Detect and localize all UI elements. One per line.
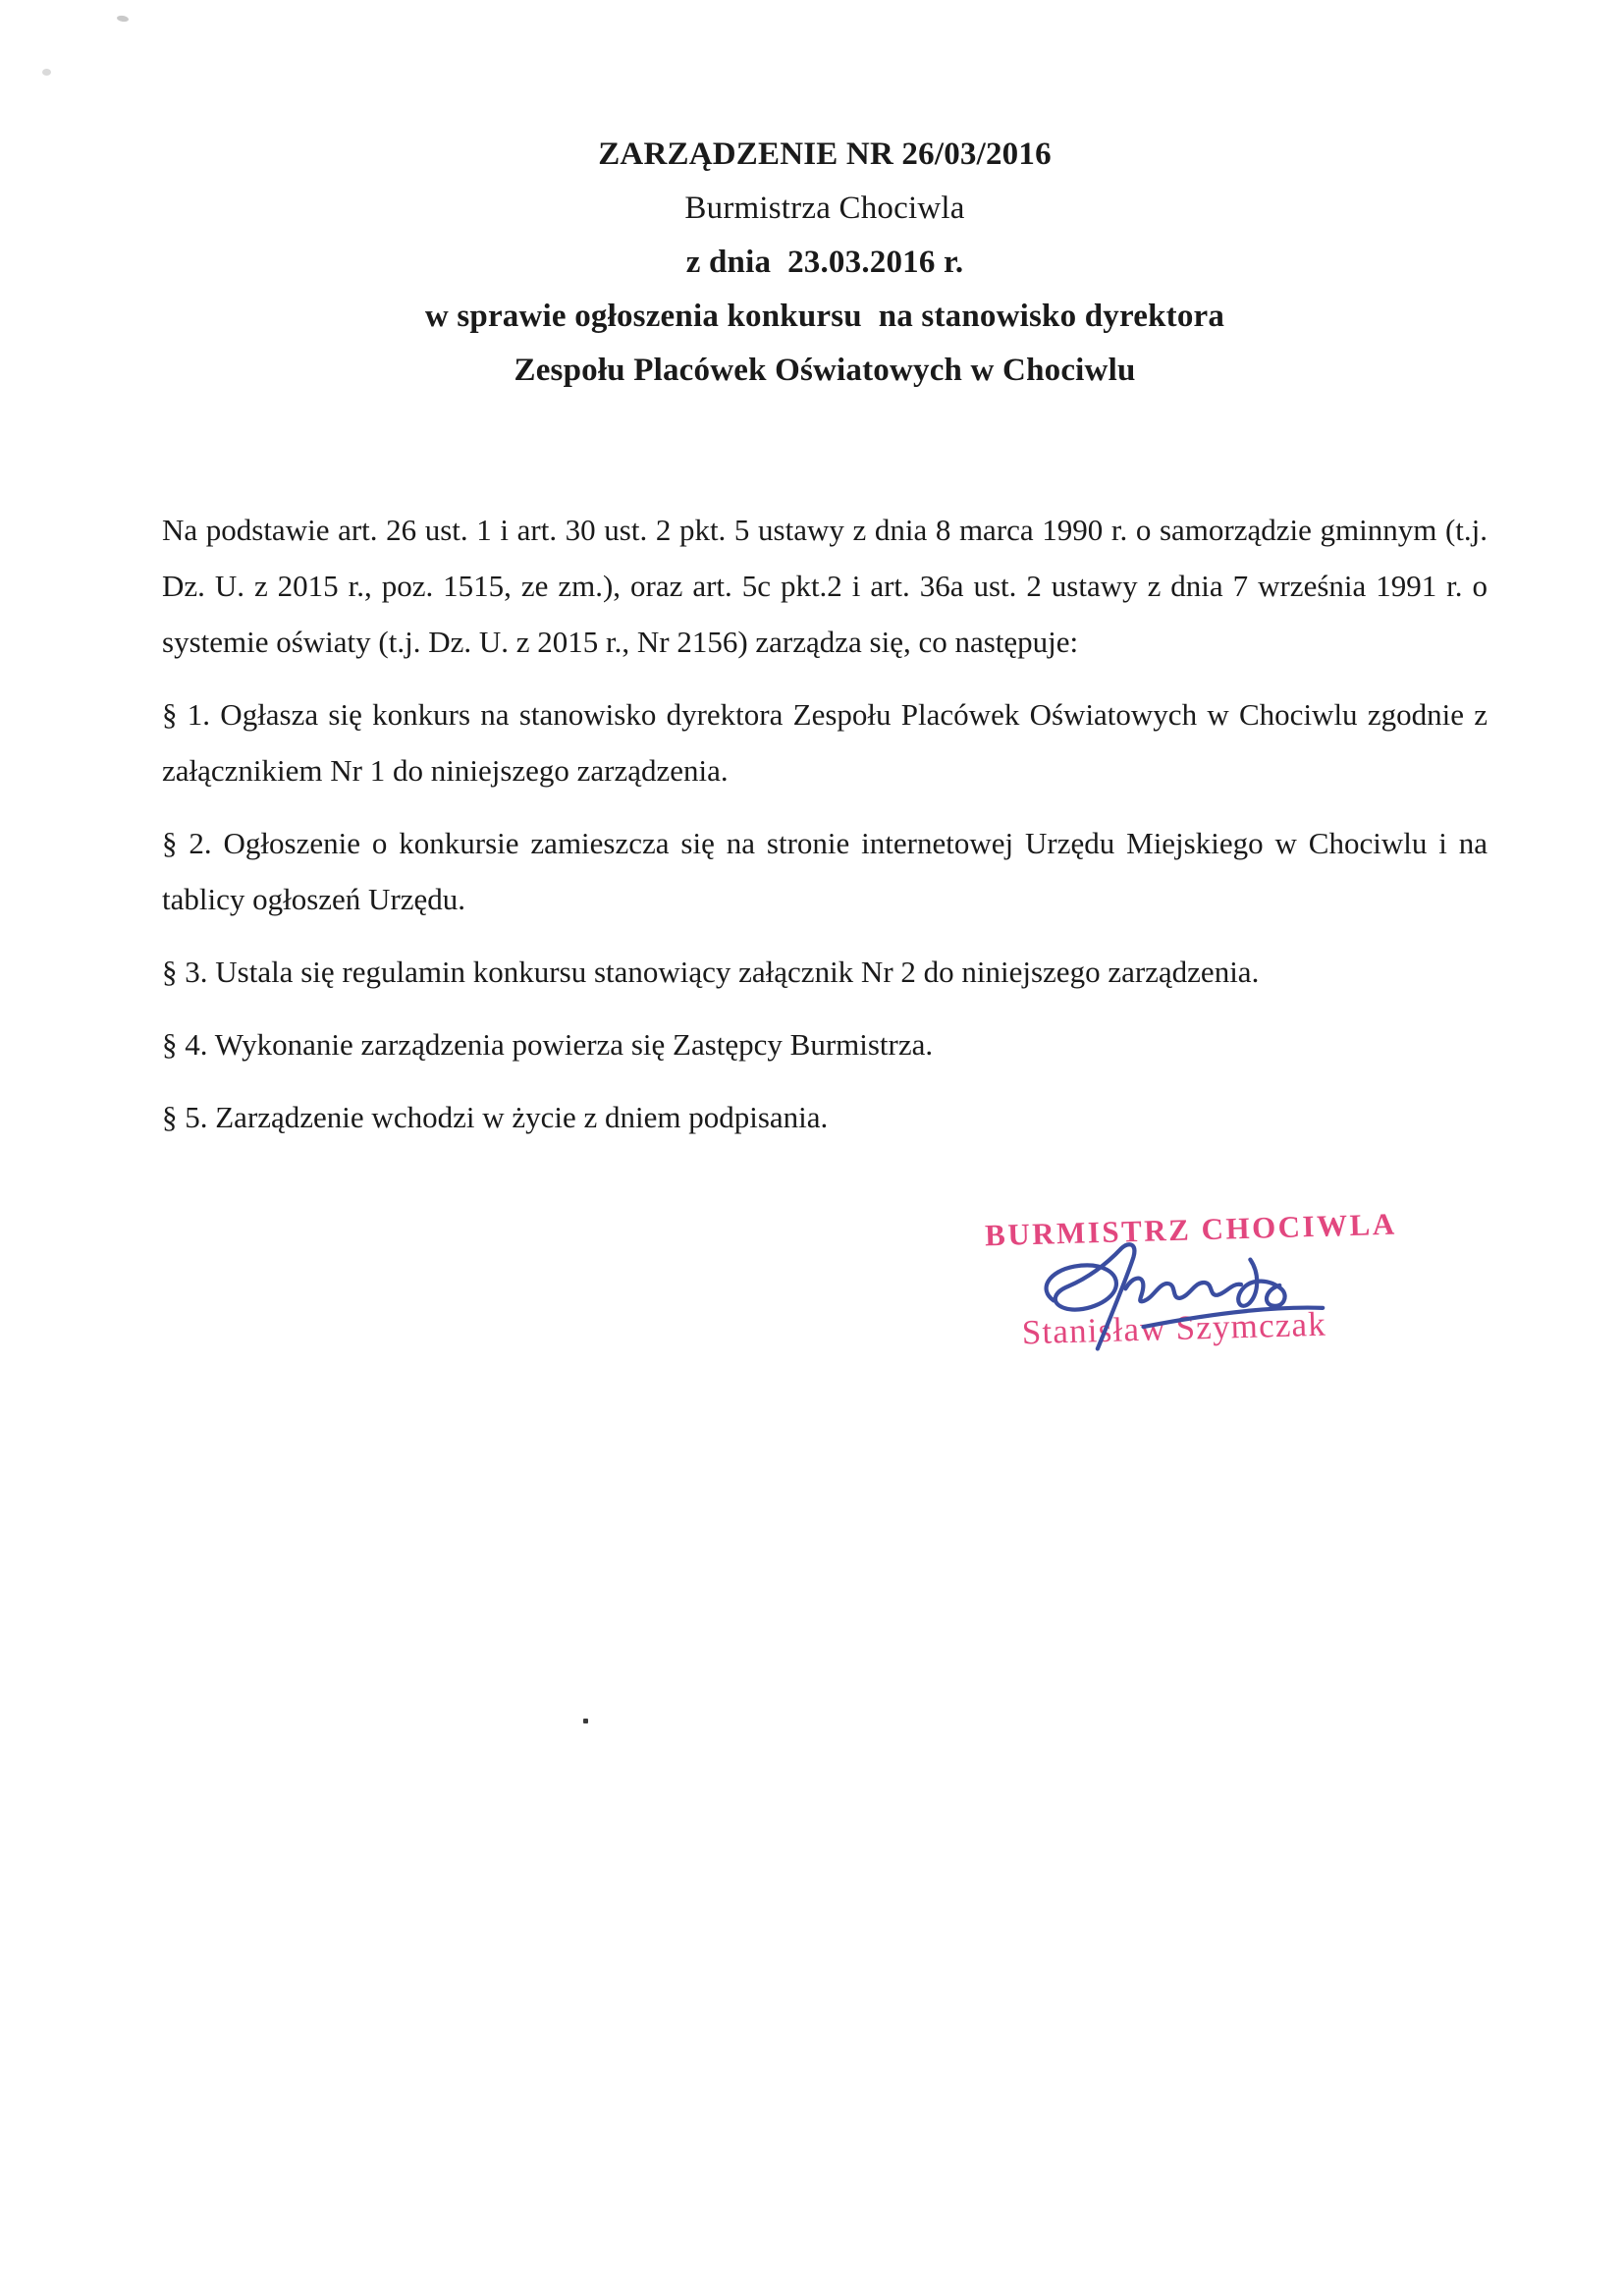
ordinance-number-title: ZARZĄDZENIE NR 26/03/2016: [598, 137, 1052, 172]
section-paragraph-4: § 4. Wykonanie zarządzenia powierza się Zastępcy Burmistrza.: [162, 1027, 934, 1062]
section-paragraph-3: § 3. Ustala się regulamin konkursu stanowiący załącznik Nr 2 do niniejszego zarządzenia.: [162, 955, 1260, 989]
scan-speck: [583, 1719, 588, 1723]
subject-line-1: w sprawie ogłoszenia konkursu na stanowisko dyrektora: [424, 299, 1225, 334]
document-heading: [162, 128, 1488, 398]
legal-basis-paragraph: Na podstawie art. 26 ust. 1 i art. 30 ust. 2 pkt. 5 ustawy z dnia 8 marca 1990 r. o samorządzie gminnym (t.j. Dz. U. z 2015 r., poz. 1515, ze zm.), oraz art. 5c pkt.2 i art. 36a ust. 2 ustawy z dnia 7 września 1991 r. o systemie oświaty (t.j. Dz. U. z 2015 r., Nr 2156) zarządza się, co następuje:: [162, 513, 1488, 659]
date-line: z dnia 23.03.2016 r.: [685, 245, 964, 280]
issuer-line: Burmistrza Chociwla: [684, 191, 965, 226]
document-body: [162, 502, 1488, 1162]
stamp-office-title: BURMISTRZ CHOCIWLA: [984, 1206, 1398, 1253]
stamp-signatory-name: Stanisław Szymczak: [1021, 1304, 1327, 1352]
subject-line-2: Zespołu Placówek Oświatowych w Chociwlu: [514, 353, 1136, 388]
section-paragraph-5: § 5. Zarządzenie wchodzi w życie z dniem podpisania.: [162, 1100, 829, 1134]
section-paragraph-2: § 2. Ogłoszenie o konkursie zamieszcza się na stronie internetowej Urzędu Miejskiego w Chociwlu i na tablicy ogłoszeń Urzędu.: [162, 826, 1488, 916]
scan-speck: [42, 69, 51, 76]
handwritten-signature-icon: [1022, 1228, 1342, 1368]
scan-speck: [117, 15, 130, 23]
signature-stamp-block: [984, 1206, 1398, 1391]
section-paragraph-1: § 1. Ogłasza się konkurs na stanowisko dyrektora Zespołu Placówek Oświatowych w Chociwlu zgodnie z załącznikiem Nr 1 do niniejszego zarządzenia.: [162, 697, 1488, 788]
